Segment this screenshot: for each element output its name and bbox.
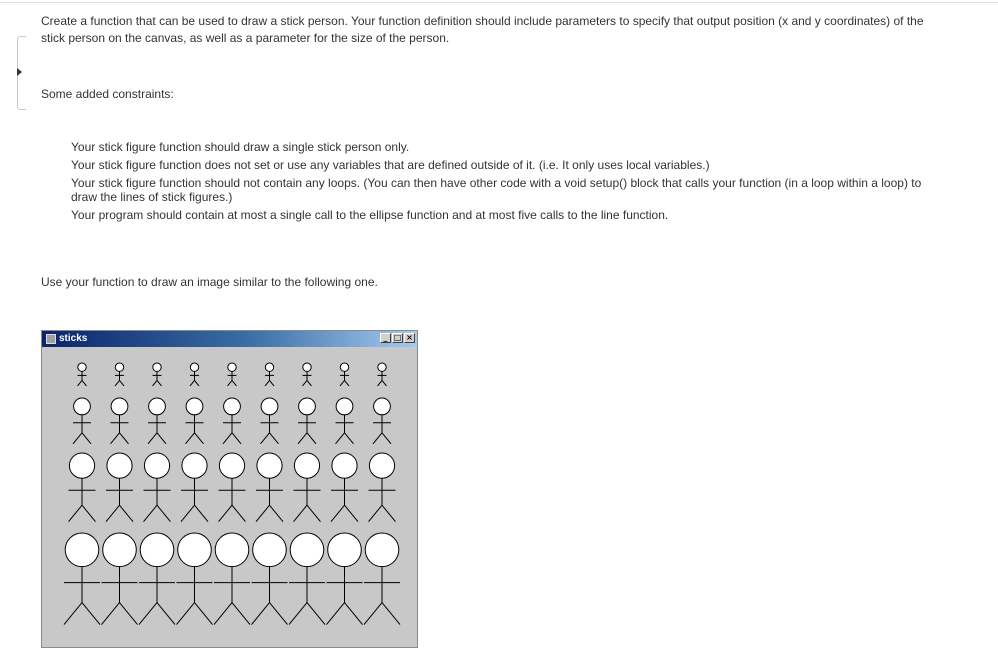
figure-left-leg [369,505,383,522]
figure-left-leg [219,505,233,522]
processing-icon [46,334,56,344]
figure-left-leg [115,380,120,386]
stick-figure [373,398,391,444]
figure-right-leg [195,433,204,444]
figure-right-leg [195,505,209,522]
question-intro: Create a function that can be used to draw a stick person. Your function definition should include parameters to specify that output position (x and y coordinates) of the stick person on the canvas, as well as a parameter for the size of the person. [41,14,924,45]
figure-head [111,398,128,415]
figure-left-leg [78,380,83,386]
figure-right-leg [345,505,359,522]
figure-right-leg [270,505,284,522]
figure-head [144,453,169,478]
figure-head [219,453,244,478]
figure-left-leg [340,380,345,386]
stick-figure [115,363,124,386]
stick-figure [153,363,162,386]
figure-head [224,398,241,415]
maximize-button[interactable]: □ [393,333,402,342]
figure-right-leg [345,380,350,386]
stick-figure [111,398,129,444]
minimize-button[interactable]: _ [380,333,391,343]
figure-right-leg [232,603,250,625]
stick-figure [298,398,316,444]
stick-figure [144,453,171,522]
figure-right-leg [120,603,138,625]
figure-right-leg [232,505,246,522]
figure-left-leg [336,433,345,444]
figure-left-leg [148,433,157,444]
figure-left-leg [214,603,232,625]
figure-left-leg [289,603,307,625]
figure-head [369,453,394,478]
list-item: Your stick figure function should not contain any loops. (You can then have other code with a void setup() block that calls your function (in a loop within a loop) to draw the lines of stick figures.) [71,176,922,204]
figure-head [253,533,287,567]
stick-figure [64,533,100,625]
figure-right-leg [232,433,241,444]
figure-right-leg [82,505,96,522]
figure-right-leg [157,603,175,625]
figure-right-leg [157,433,166,444]
figure-right-leg [307,603,325,625]
figure-head [303,363,311,371]
figure-head [265,363,273,371]
figure-head [299,398,316,415]
stick-figure [340,363,349,386]
figure-head [215,533,249,567]
figure-left-leg [378,380,383,386]
window-title: sticks [59,333,88,344]
stick-figure [186,398,204,444]
constraints-list [71,140,931,226]
stick-figure [214,533,250,625]
figure-head [186,398,203,415]
sketch-window [41,330,418,648]
figure-head [74,398,91,415]
figure-head [65,533,99,567]
stick-figure [102,533,138,625]
figure-left-leg [373,433,382,444]
stick-figure [223,398,241,444]
list-item: Your stick figure function does not set or use any variables that are defined outside of it. (i.e. It only uses local variables.) [71,158,710,172]
figure-left-leg [139,603,157,625]
figure-head [257,453,282,478]
stick-figure [106,453,133,522]
figure-right-leg [345,603,363,625]
stick-figure [294,453,321,522]
figure-left-leg [64,603,82,625]
figure-right-leg [270,380,275,386]
figure-right-leg [382,433,391,444]
stick-figure [331,453,358,522]
figure-left-leg [252,603,270,625]
figure-right-leg [82,380,87,386]
stick-figure [228,363,237,386]
figure-right-leg [195,603,213,625]
stick-figure [190,363,199,386]
figure-left-leg [190,380,195,386]
figure-left-leg [144,505,158,522]
stick-figure [69,453,96,522]
stick-figure [265,363,274,386]
figure-head [115,363,123,371]
figure-head [149,398,166,415]
figure-head [182,453,207,478]
figure-right-leg [82,433,91,444]
figure-right-leg [382,380,387,386]
figure-left-leg [256,505,270,522]
figure-right-leg [382,603,400,625]
window-controls [379,333,415,343]
figure-right-leg [120,433,129,444]
figure-left-leg [303,380,308,386]
figure-right-leg [195,380,200,386]
figure-left-leg [181,505,195,522]
figure-right-leg [120,505,134,522]
expand-arrow-icon[interactable] [17,68,22,76]
figure-head [336,398,353,415]
stick-figure [139,533,175,625]
stick-figure [289,533,325,625]
figure-head [261,398,278,415]
stick-figure [378,363,387,386]
list-item: Your stick figure function should draw a single stick person only. [71,140,410,154]
figure-left-leg [331,505,345,522]
stick-figure [148,398,166,444]
close-button[interactable]: × [404,333,415,343]
figure-left-leg [265,380,270,386]
figure-head [290,533,324,567]
figure-right-leg [120,380,125,386]
top-divider [0,2,998,3]
figure-right-leg [307,433,316,444]
figure-left-leg [177,603,195,625]
figure-head [340,363,348,371]
figure-left-leg [69,505,83,522]
list-item: Your program should contain at most a single call to the ellipse function and at most five calls to the line function. [71,208,669,222]
figure-right-leg [270,433,279,444]
figure-left-leg [223,433,232,444]
stick-figure [261,398,279,444]
figure-right-leg [345,433,354,444]
figure-left-leg [294,505,308,522]
sketch-canvas [42,347,417,647]
figure-right-leg [270,603,288,625]
stick-figure [256,453,283,522]
figure-left-leg [364,603,382,625]
figure-head [190,363,198,371]
figure-right-leg [82,603,100,625]
figure-left-leg [261,433,270,444]
figure-right-leg [232,380,237,386]
figure-head [365,533,399,567]
figure-left-leg [153,380,158,386]
figure-head [378,363,386,371]
figure-head [228,363,236,371]
figure-left-leg [106,505,120,522]
figure-right-leg [307,380,312,386]
stick-figure [219,453,246,522]
figure-left-leg [73,433,82,444]
stick-figure [336,398,354,444]
figure-head [178,533,212,567]
figure-head [140,533,174,567]
figure-head [103,533,137,567]
figure-head [332,453,357,478]
stick-figure [252,533,288,625]
figure-left-leg [228,380,233,386]
figure-head [107,453,132,478]
use-function-text: Use your function to draw an image similar to the following one. [41,275,378,289]
figure-left-leg [102,603,120,625]
stick-figure [73,398,91,444]
figure-left-leg [298,433,307,444]
figure-left-leg [111,433,120,444]
figure-head [78,363,86,371]
stick-figure [364,533,400,625]
figure-head [328,533,362,567]
stick-figure [303,363,312,386]
figure-right-leg [382,505,396,522]
figure-head [153,363,161,371]
figure-right-leg [307,505,321,522]
stick-figure [177,533,213,625]
stick-figure [327,533,363,625]
figure-left-leg [186,433,195,444]
figure-head [294,453,319,478]
stick-figure [181,453,208,522]
constraints-heading: Some added constraints: [41,87,174,101]
stick-figure [78,363,87,386]
window-titlebar[interactable] [42,331,417,347]
stick-figure [369,453,396,522]
figure-left-leg [327,603,345,625]
figure-right-leg [157,505,171,522]
figure-head [69,453,94,478]
figure-head [374,398,391,415]
figure-right-leg [157,380,162,386]
